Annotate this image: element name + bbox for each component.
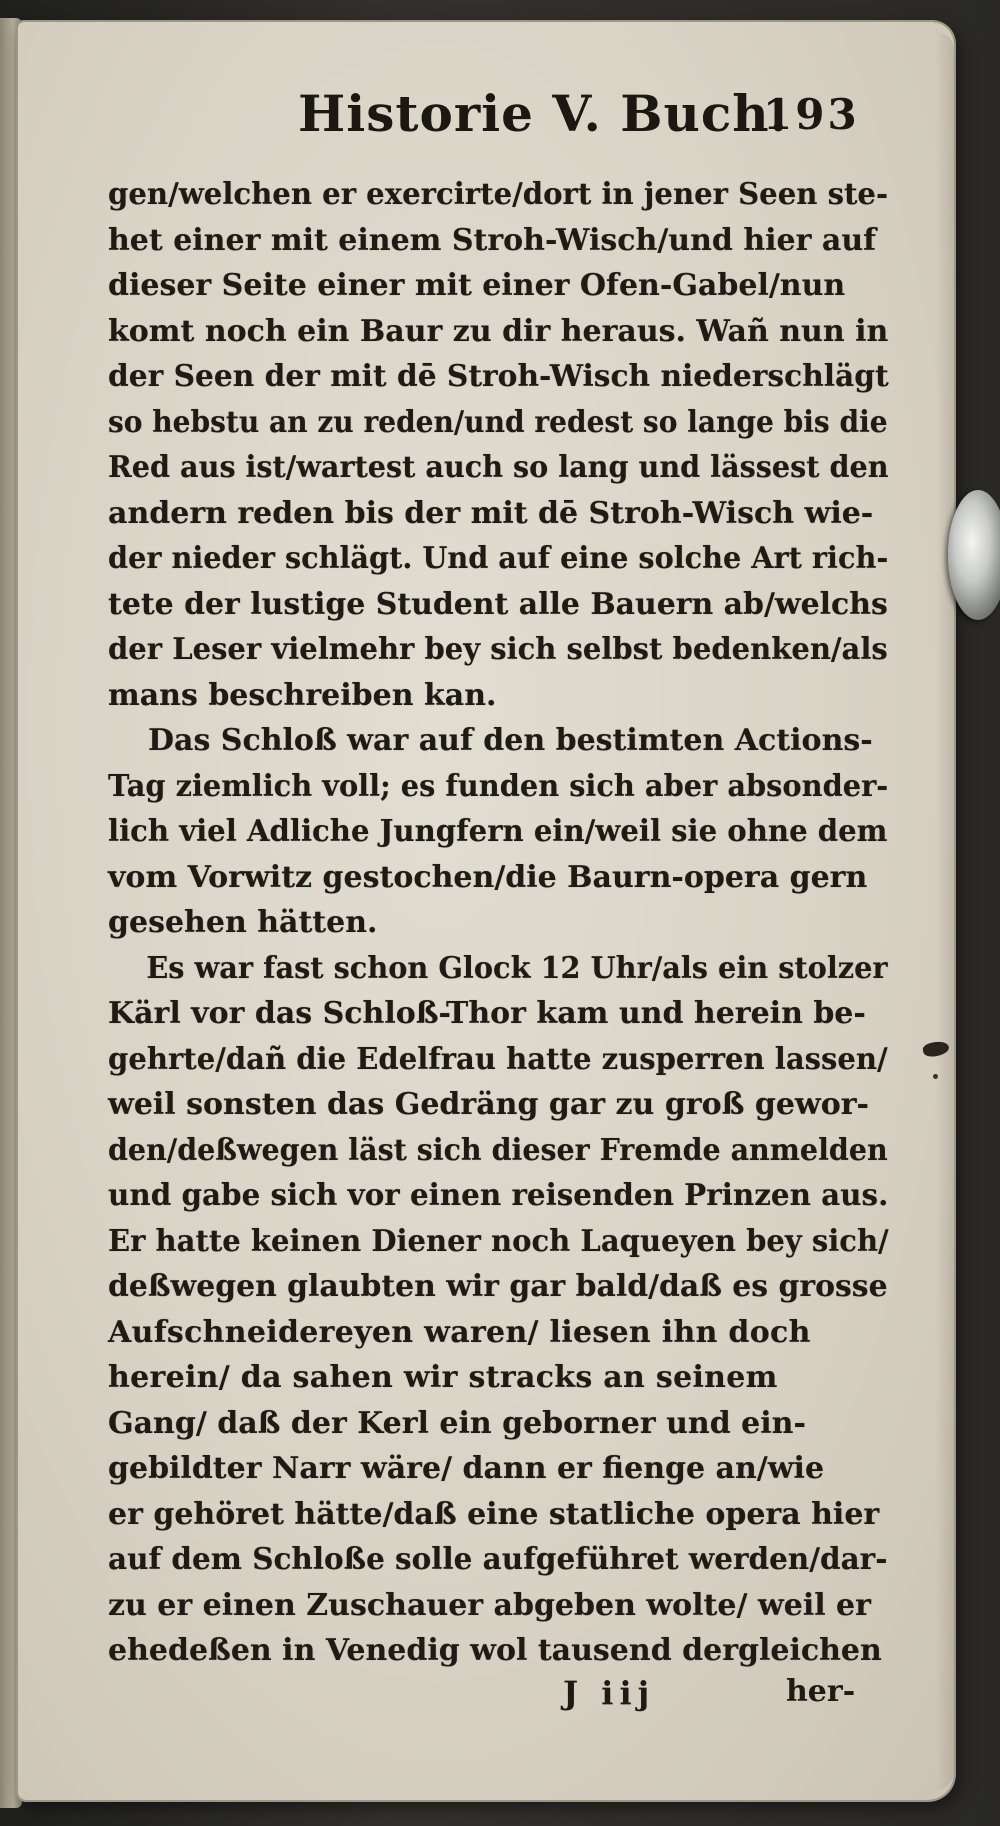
text-line: gesehen hätten. <box>108 905 378 940</box>
paragraph-start-line: Es war fast schon Glock 12 Uhr/als ein stolzer <box>146 950 888 986</box>
text-line: Red aus ist/wartest auch so lang und lässest den <box>108 450 889 485</box>
paragraph-start-line: Das Schloß war auf den bestimten Actions- <box>148 723 873 758</box>
page-footer <box>18 1674 954 1734</box>
text-line: gebildter Narr wäre/ dann er fienge an/wie <box>108 1451 825 1486</box>
text-line: ehedeßen in Venedig wol tausend dergleichen <box>108 1633 882 1668</box>
page-shadow-edge <box>936 32 954 1790</box>
signature-mark: J iij <box>563 1674 656 1712</box>
text-line: weil sonsten das Gedräng gar zu groß gewor- <box>108 1087 870 1122</box>
glass-page-weight <box>948 490 1000 620</box>
text-line: mans beschreiben kan. <box>108 677 497 713</box>
book-page <box>18 22 954 1800</box>
text-line: dieser Seite einer mit einer Ofen-Gabel/nun <box>108 268 846 303</box>
text-line: er gehöret hätte/daß eine statliche opera hier <box>108 1496 880 1532</box>
text-line: deßwegen glaubten wir gar bald/daß es grosse <box>108 1269 888 1304</box>
text-line: auf dem Schloße solle aufgeführet werden/dar- <box>108 1542 888 1577</box>
text-line: gen/welchen er exercirte/dort in jener Seen ste- <box>108 177 889 212</box>
page-number: 193 <box>763 90 860 139</box>
text-line: den/deßwegen läst sich dieser Fremde anmelden <box>108 1132 888 1168</box>
catchword: her- <box>786 1674 856 1709</box>
text-line: der nieder schlägt. Und auf eine solche Art rich- <box>108 541 889 576</box>
text-line: het einer mit einem Stroh-Wisch/und hier auf <box>108 222 877 258</box>
text-line: der Leser vielmehr bey sich selbst bedenken/als <box>108 632 888 667</box>
text-line: Aufschneidereyen waren/ liesen ihn doch <box>108 1314 811 1350</box>
text-line: komt noch ein Baur zu dir heraus. Wañ nun in <box>108 313 889 349</box>
text-line: andern reden bis der mit dē Stroh-Wisch wie- <box>108 495 874 531</box>
text-line: vom Vorwitz gestochen/die Baurn-opera gern <box>108 859 868 895</box>
text-line: und gabe sich vor einen reisenden Prinzen aus. <box>108 1178 889 1213</box>
text-line: tete der lustige Student alle Bauern ab/welchs <box>108 586 888 622</box>
text-line: so hebstu an zu reden/und redest so lange bis die <box>108 404 888 440</box>
ink-dot <box>933 1074 938 1079</box>
body-text <box>108 172 888 1674</box>
text-line: gehrte/dañ die Edelfrau hatte zusperren lassen/ <box>108 1041 888 1077</box>
page-header <box>18 84 954 164</box>
text-line: Gang/ daß der Kerl ein geborner und ein- <box>108 1405 806 1441</box>
text-line: der Seen der mit dē Stroh-Wisch niederschlägt <box>108 359 889 394</box>
text-line: herein/ da sahen wir stracks an seinem <box>108 1360 778 1395</box>
text-line: zu er einen Zuschauer abgeben wolte/ weil er <box>108 1587 871 1623</box>
text-line: Er hatte keinen Diener noch Laqueyen bey sich/ <box>108 1223 889 1259</box>
running-title: Historie V. Buch. <box>298 84 789 143</box>
text-line: Kärl vor das Schloß-Thor kam und herein be- <box>108 996 866 1031</box>
text-line: Tag ziemlich voll; es funden sich aber absonder- <box>108 768 889 804</box>
text-line: lich viel Adliche Jungfern ein/weil sie ohne dem <box>108 814 888 849</box>
